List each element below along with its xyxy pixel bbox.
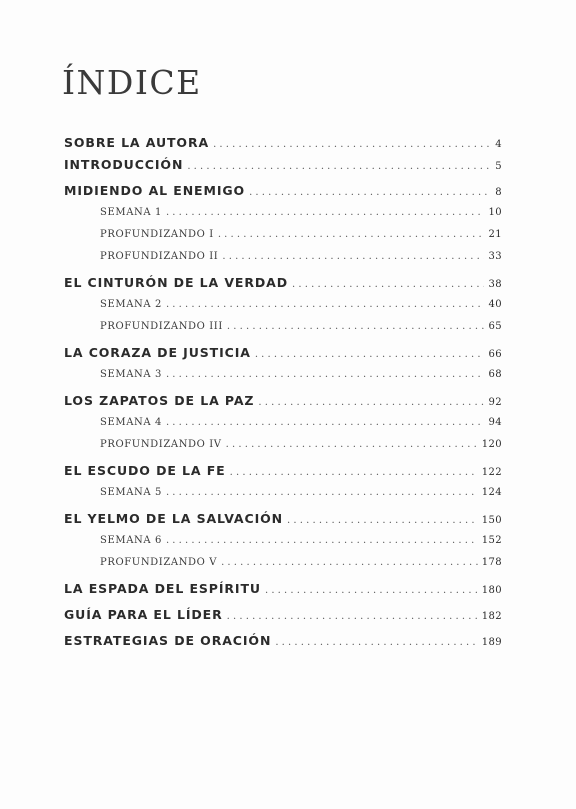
- toc-page-number: 180: [481, 585, 502, 596]
- toc-leader-dots: [227, 606, 478, 628]
- toc-page-number: 4: [495, 139, 502, 150]
- toc-page-number: 38: [488, 279, 502, 290]
- toc-leader-dots: [226, 434, 478, 456]
- toc-page-number: 150: [481, 515, 502, 526]
- toc-label: LA CORAZA DE JUSTICIA: [64, 345, 251, 360]
- toc-label: EL YELMO DE LA SALVACIÓN: [64, 511, 284, 526]
- toc-page-number: 178: [481, 557, 502, 568]
- toc-label: SEMANA 1: [100, 207, 162, 218]
- toc-leader-dots: [166, 482, 478, 504]
- toc-entry-el-yelmo-de-la-salvacion: [64, 508, 502, 530]
- toc-label: MIDIENDO AL ENEMIGO: [64, 183, 246, 198]
- page-title: ÍNDICE: [62, 63, 202, 102]
- toc-label: PROFUNDIZANDO III: [100, 321, 223, 332]
- toc-label: GUÍA PARA EL LÍDER: [64, 607, 223, 622]
- toc-page-number: 33: [488, 251, 502, 262]
- toc-subentry-profundizando-iii: [64, 316, 502, 338]
- toc-page-number: 5: [495, 161, 502, 172]
- toc-subentry-semana-4: [64, 412, 502, 434]
- toc-subentry-semana-5: [64, 482, 502, 504]
- toc-page-number: 124: [481, 487, 502, 498]
- toc-page-number: 189: [481, 637, 502, 648]
- toc-entry-la-espada-del-espiritu: [64, 578, 502, 600]
- toc-label: PROFUNDIZANDO IV: [100, 439, 222, 450]
- toc-page-number: 152: [481, 535, 502, 546]
- toc-entry-los-zapatos-de-la-paz: [64, 390, 502, 412]
- toc-leader-dots: [255, 344, 485, 366]
- toc-page-number: 66: [488, 349, 502, 360]
- toc-label: SOBRE LA AUTORA: [64, 135, 210, 150]
- toc-subentry-semana-3: [64, 364, 502, 386]
- toc-leader-dots: [258, 392, 484, 414]
- toc-page-number: 92: [488, 397, 502, 408]
- toc-label: INTRODUCCIÓN: [64, 157, 184, 172]
- toc-label: SEMANA 4: [100, 417, 162, 428]
- toc-leader-dots: [166, 530, 478, 552]
- toc-subentry-semana-6: [64, 530, 502, 552]
- toc-leader-dots: [218, 224, 485, 246]
- toc-page-number: 21: [488, 229, 502, 240]
- toc-entry-guia-para-el-lider: [64, 604, 502, 626]
- toc-label: LOS ZAPATOS DE LA PAZ: [64, 393, 255, 408]
- toc-label: SEMANA 2: [100, 299, 162, 310]
- toc-subentry-profundizando-v: [64, 552, 502, 574]
- toc-subentry-semana-1: [64, 202, 502, 224]
- toc-leader-dots: [287, 510, 478, 532]
- toc-label: EL CINTURÓN DE LA VERDAD: [64, 275, 289, 290]
- toc-leader-dots: [166, 202, 485, 224]
- toc-entry-sobre-la-autora: [64, 132, 502, 154]
- toc-page-number: 182: [481, 611, 502, 622]
- toc-leader-dots: [227, 316, 485, 338]
- toc-label: ESTRATEGIAS DE ORACIÓN: [64, 633, 272, 648]
- toc-entry-el-escudo-de-la-fe: [64, 460, 502, 482]
- toc-page-number: 65: [488, 321, 502, 332]
- toc-label: PROFUNDIZANDO II: [100, 251, 219, 262]
- toc-subentry-semana-2: [64, 294, 502, 316]
- toc-entry-introduccion: [64, 154, 502, 176]
- toc-leader-dots: [265, 580, 478, 602]
- toc-subentry-profundizando-iv: [64, 434, 502, 456]
- toc-page-number: 8: [495, 187, 502, 198]
- table-of-contents: [64, 132, 502, 652]
- toc-leader-dots: [222, 246, 484, 268]
- toc-entry-estrategias-de-oracion: [64, 630, 502, 652]
- toc-label: SEMANA 3: [100, 369, 162, 380]
- toc-label: SEMANA 5: [100, 487, 162, 498]
- toc-entry-la-coraza-de-justicia: [64, 342, 502, 364]
- toc-entry-midiendo-al-enemigo: [64, 180, 502, 202]
- toc-label: PROFUNDIZANDO I: [100, 229, 214, 240]
- toc-page-number: 40: [488, 299, 502, 310]
- toc-label: EL ESCUDO DE LA FE: [64, 463, 226, 478]
- toc-subentry-profundizando-ii: [64, 246, 502, 268]
- toc-entry-el-cinturon-de-la-verdad: [64, 272, 502, 294]
- toc-leader-dots: [166, 412, 485, 434]
- toc-leader-dots: [166, 364, 485, 386]
- toc-page-number: 122: [481, 467, 502, 478]
- toc-page-number: 94: [488, 417, 502, 428]
- toc-leader-dots: [166, 294, 485, 316]
- toc-label: PROFUNDIZANDO V: [100, 557, 218, 568]
- toc-label: SEMANA 6: [100, 535, 162, 546]
- toc-leader-dots: [187, 156, 491, 178]
- toc-leader-dots: [275, 632, 477, 654]
- toc-page-number: 10: [488, 207, 502, 218]
- toc-leader-dots: [230, 462, 478, 484]
- toc-leader-dots: [249, 182, 491, 204]
- toc-page-number: 68: [488, 369, 502, 380]
- toc-leader-dots: [292, 274, 484, 296]
- toc-leader-dots: [213, 134, 491, 156]
- toc-page-number: 120: [481, 439, 502, 450]
- toc-subentry-profundizando-i: [64, 224, 502, 246]
- toc-leader-dots: [221, 552, 478, 574]
- toc-label: LA ESPADA DEL ESPÍRITU: [64, 581, 261, 596]
